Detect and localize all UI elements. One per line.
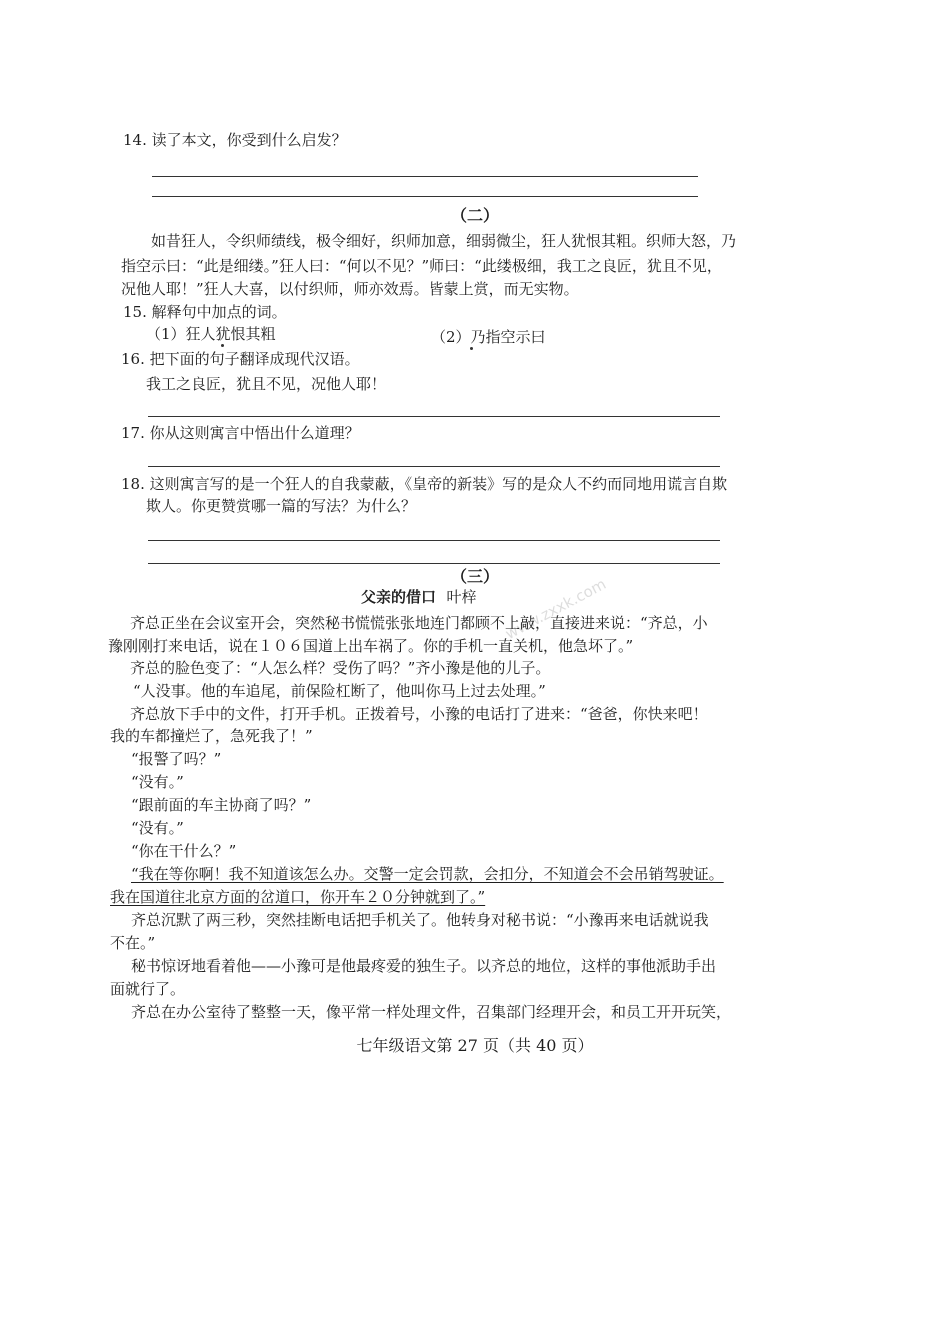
story-line: 齐总在办公室待了整整一天，像平常一样处理文件，召集部门经理开会，和员工开开玩笑， <box>131 1003 732 1021</box>
question-16: 16. 把下面的句子翻译成现代汉语。 <box>121 350 360 368</box>
dialogue-line: “报警了吗？” <box>131 750 222 768</box>
question-14: 14. 读了本文，你受到什么启发？ <box>123 131 347 149</box>
q16-sentence: 我工之良匠，犹且不见，况他人耶！ <box>146 375 387 393</box>
dialogue-line: “跟前面的车主协商了吗？” <box>131 796 312 814</box>
story-title: 父亲的借口 <box>361 588 437 606</box>
q15-item-2: （2）乃指空示曰 <box>431 328 546 346</box>
story-line: 齐总沉默了两三秒，突然挂断电话把手机关了。他转身对秘书说：“小豫再来电话就说我 <box>131 911 709 929</box>
story-line: 秘书惊讶地看着他——小豫可是他最疼爱的独生子。以齐总的地位，这样的事他派助手出 <box>131 957 717 975</box>
question-17: 17. 你从这则寓言中悟出什么道理？ <box>121 424 360 442</box>
page-footer: 七年级语文第 27 页（共 40 页） <box>356 1036 594 1055</box>
underlined-line: “我在等你啊！我不知道该怎么办。交警一定会罚款，会扣分，不知道会不会吊销驾驶证。 <box>131 865 724 883</box>
dialogue-line: “你在干什么？” <box>131 842 237 860</box>
story-line: 不在。” <box>110 934 156 952</box>
passage-line: 指空示曰：“此是细缕。”狂人曰：“何以不见？”师曰：“此缕极细，我工之良匠，犹且不见， <box>121 257 722 275</box>
story-heading <box>361 587 476 607</box>
answer-line <box>148 416 720 417</box>
question-18: 18. 这则寓言写的是一个狂人的自我蒙蔽，《皇帝的新装》写的是众人不约而同地用谎言自欺 <box>121 475 728 493</box>
q15-item-1: （1）狂人犹恨其粗 <box>146 325 276 343</box>
story-line: 齐总正坐在会议室开会，突然秘书慌慌张张地连门都顾不上敲，直接进来说：“齐总，小 <box>130 614 708 632</box>
underlined-line: 我在国道往北京方面的岔道口，你开车２０分钟就到了。” <box>110 888 486 906</box>
watermark: www.zxxk.com <box>502 574 610 644</box>
story-line: 齐总的脸色变了：“人怎么样？受伤了吗？”齐小豫是他的儿子。 <box>130 659 551 677</box>
story-line: 齐总放下手中的文件，打开手机。正拨着号，小豫的电话打了进来：“爸爸，你快来吧！ <box>130 705 708 723</box>
story-author: 叶梓 <box>446 588 477 606</box>
story-line: “人没事。他的车追尾，前保险杠断了，他叫你马上过去处理。” <box>133 682 546 700</box>
answer-line <box>148 466 720 467</box>
answer-line <box>148 563 720 564</box>
dialogue-line: “没有。” <box>131 819 184 837</box>
answer-line <box>152 196 698 197</box>
emphasis-dot <box>221 344 224 347</box>
dialogue-line: “没有。” <box>131 773 184 791</box>
story-line: 面就行了。 <box>110 980 186 998</box>
passage-line: 如昔狂人，令织师绩线，极令细好，织师加意，细弱微尘，狂人犹恨其粗。织师大怒，乃 <box>151 232 737 250</box>
question-15: 15. 解释句中加点的词。 <box>123 303 287 321</box>
answer-line <box>152 176 698 177</box>
passage-line: 况他人耶！”狂人大喜，以付织师，师亦效焉。皆蒙上赏，而无实物。 <box>121 280 579 298</box>
answer-line <box>148 540 720 541</box>
section-3-title: （三） <box>450 567 499 586</box>
story-line: 豫刚刚打来电话，说在１０６国道上出车祸了。你的手机一直关机，他急坏了。” <box>108 637 634 655</box>
story-line: 我的车都撞烂了，急死我了！” <box>110 727 313 745</box>
question-18-cont: 欺人。你更赞赏哪一篇的写法？为什么？ <box>146 497 417 515</box>
section-2-title: （二） <box>450 206 499 225</box>
emphasis-dot <box>470 347 473 350</box>
